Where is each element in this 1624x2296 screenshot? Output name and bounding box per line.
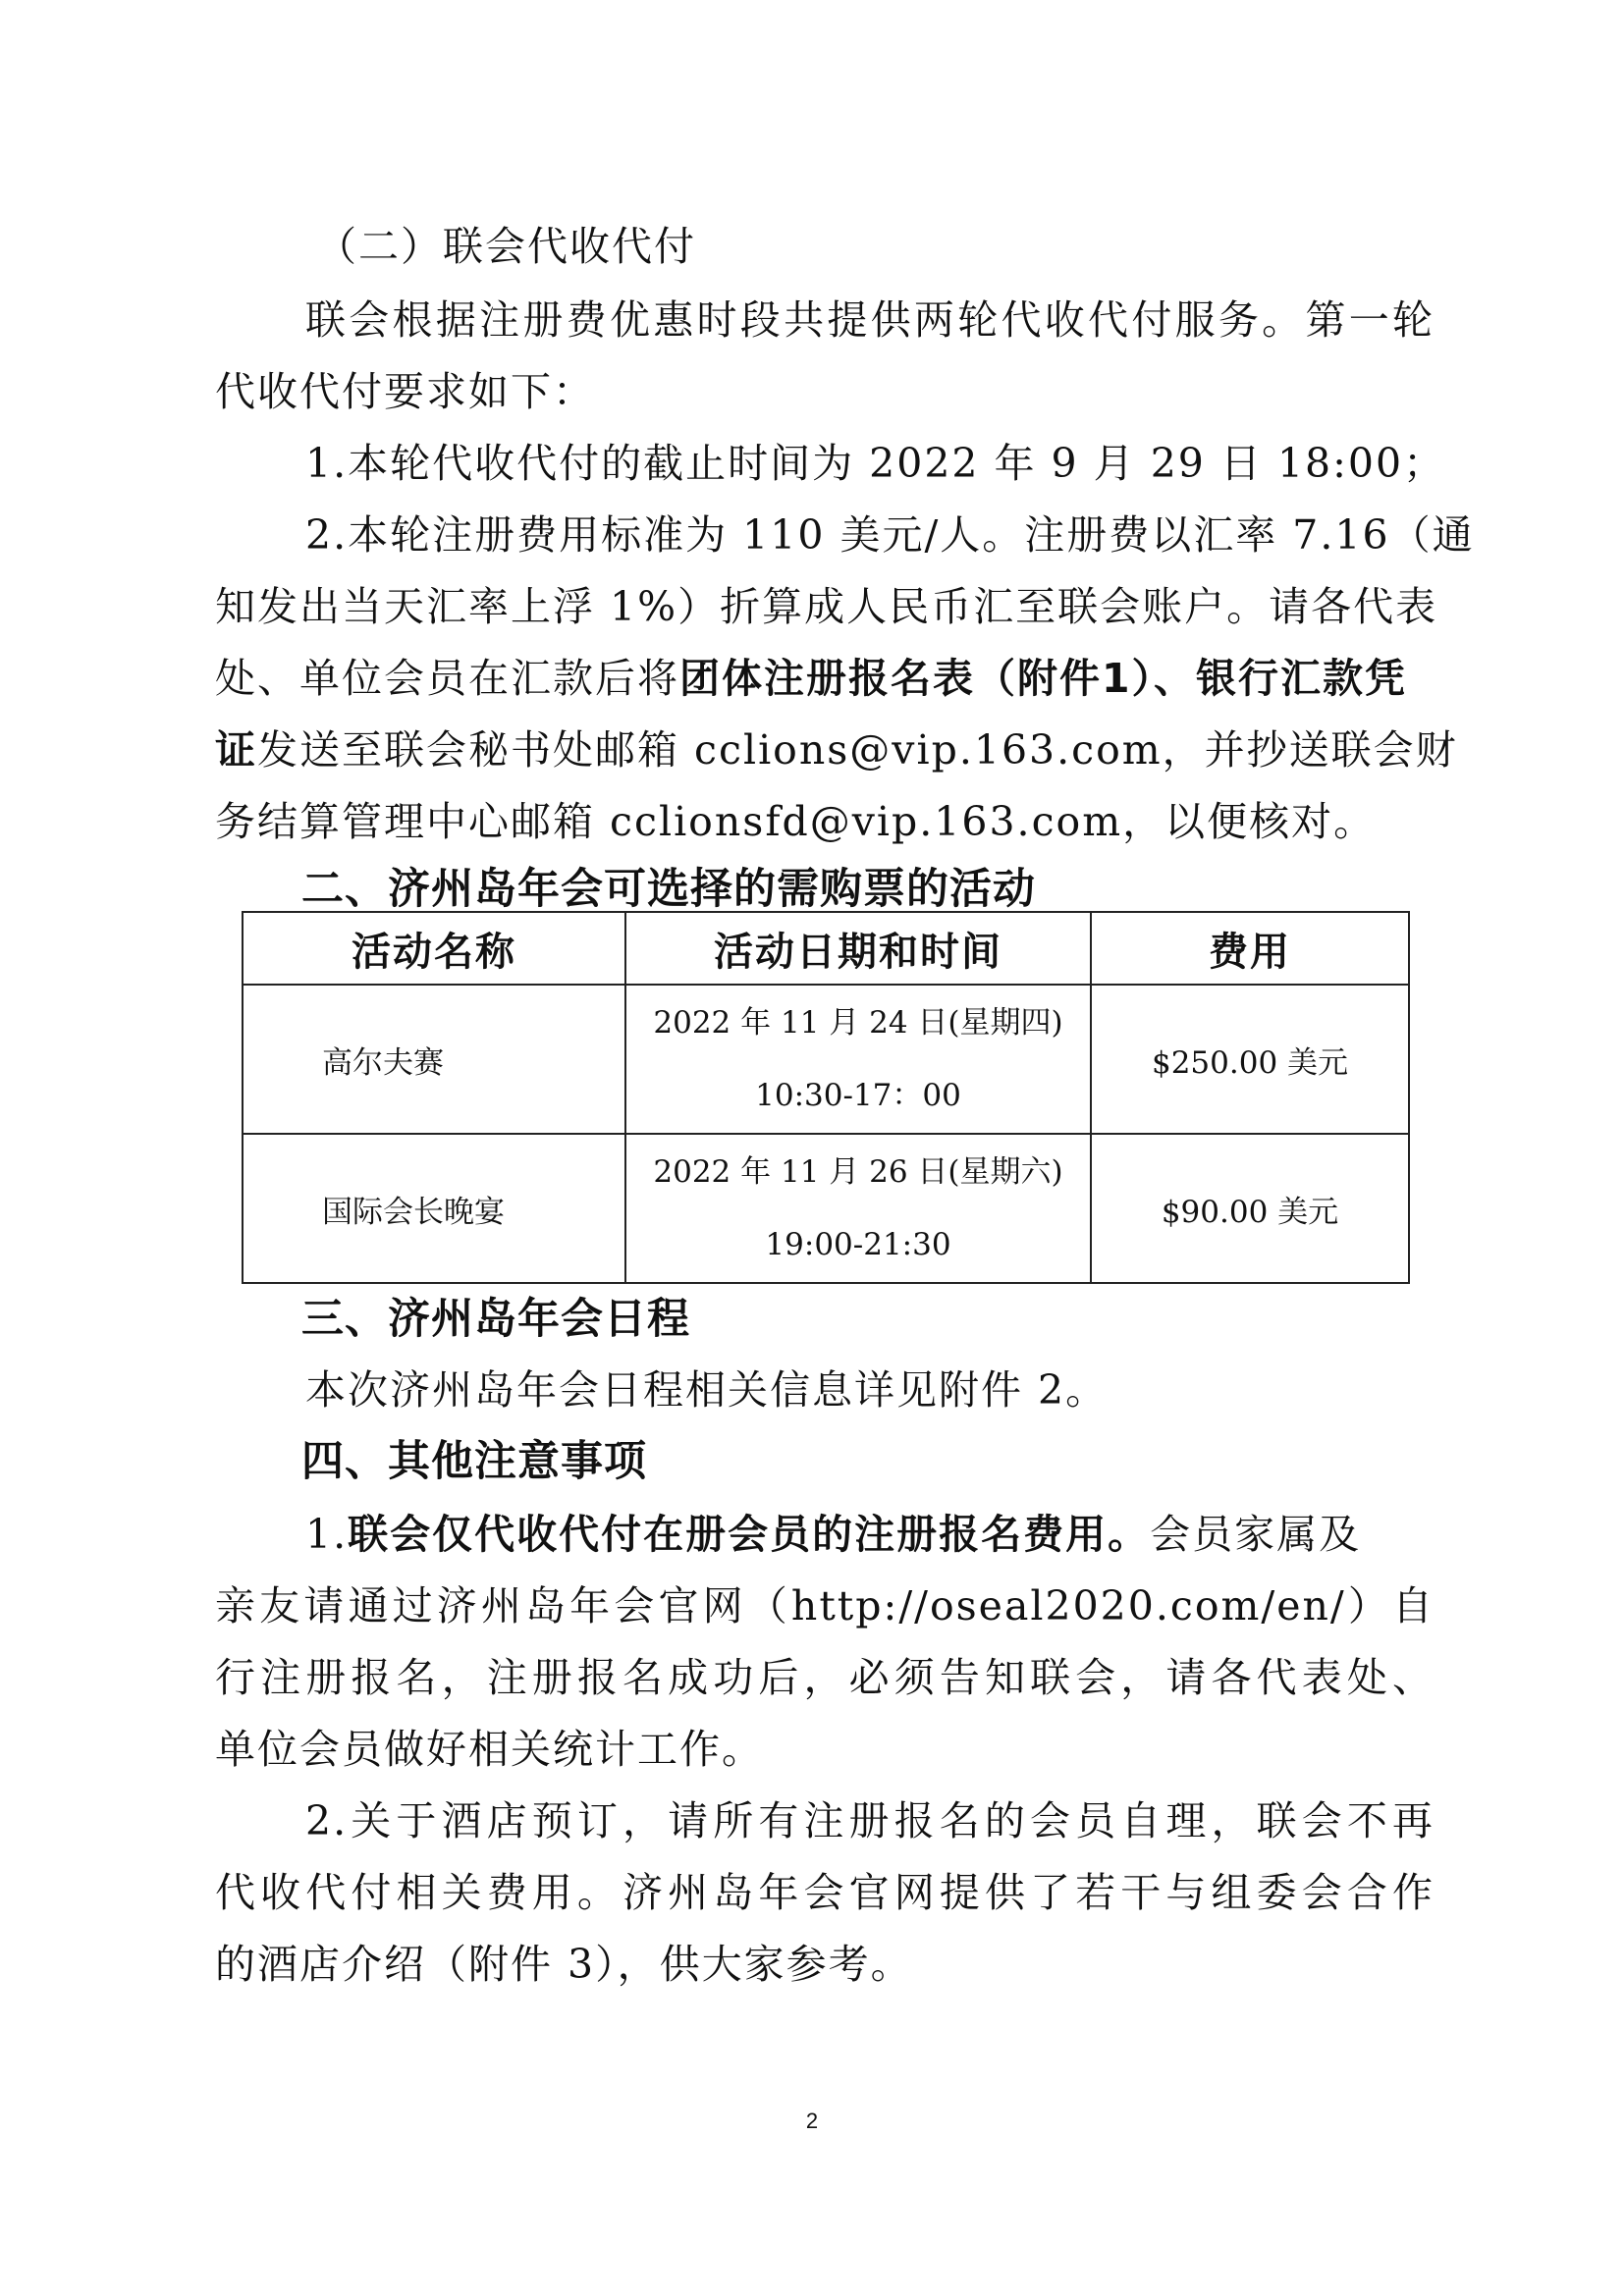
event-fee: $90.00 美元 xyxy=(1091,1134,1409,1283)
item-2-line-2: 知发出当天汇率上浮 1%）折算成人民币汇至联会账户。请各代表 xyxy=(215,583,1438,630)
note-1-line-1-tail: 会员家属及 xyxy=(1150,1511,1362,1558)
item-2-line-4 xyxy=(215,718,1458,775)
paragraph-1-line-1: 联会根据注册费优惠时段共提供两轮代收代付服务。第一轮 xyxy=(305,296,1435,344)
table-row xyxy=(243,1134,1409,1283)
event-time: 10:30-17：00 xyxy=(755,1078,961,1113)
table-row xyxy=(243,985,1409,1134)
heading-section-4: 四、其他注意事项 xyxy=(301,1437,647,1486)
event-date-time xyxy=(625,1134,1091,1283)
item-2-line-4-text: 发送至联会秘书处邮箱 cclions@vip.163.com，并抄送联会财 xyxy=(257,726,1458,774)
events-table xyxy=(242,911,1410,1284)
header-event-date: 活动日期和时间 xyxy=(625,912,1091,985)
note-1-line-2: 亲友请通过济州岛年会官网（http://oseal2020.com/en/）自 xyxy=(215,1582,1435,1629)
event-fee: $250.00 美元 xyxy=(1091,985,1409,1134)
event-date-time xyxy=(625,985,1091,1134)
note-2-line-2: 代收代付相关费用。济州岛年会官网提供了若干与组委会合作 xyxy=(215,1869,1435,1916)
note-1-emphasis: 联会仅代收代付在册会员的注册报名费用。 xyxy=(348,1511,1151,1558)
header-event-name: 活动名称 xyxy=(243,912,625,985)
voucher-reference: 证 xyxy=(215,726,257,774)
note-2-line-3: 的酒店介绍（附件 3），供大家参考。 xyxy=(215,1941,913,1988)
header-event-fee: 费用 xyxy=(1091,912,1409,985)
registration-form-reference: 团体注册报名表（附件1）、银行汇款凭 xyxy=(679,655,1408,702)
note-1-line-3: 行注册报名，注册报名成功后，必须告知联会，请各代表处、 xyxy=(215,1654,1435,1701)
heading-section-3: 三、济州岛年会日程 xyxy=(301,1295,690,1344)
page-number: 2 xyxy=(805,2109,819,2133)
note-2-line-1: 2.关于酒店预订，请所有注册报名的会员自理，联会不再 xyxy=(305,1797,1435,1844)
note-1-number: 1. xyxy=(305,1511,349,1558)
event-name: 国际会长晚宴 xyxy=(243,1134,625,1283)
item-2-line-5: 务结算管理中心邮箱 cclionsfd@vip.163.com，以便核对。 xyxy=(215,798,1377,845)
table-header-row xyxy=(243,912,1409,985)
paragraph-1-line-2: 代收代付要求如下： xyxy=(215,368,595,415)
item-2-line-1: 2.本轮注册费用标准为 110 美元/人。注册费以汇率 7.16（通 xyxy=(305,511,1475,559)
note-1-line-1 xyxy=(305,1502,1361,1560)
note-1-line-4: 单位会员做好相关统计工作。 xyxy=(215,1726,764,1773)
paragraph-3: 本次济州岛年会日程相关信息详见附件 2。 xyxy=(305,1366,1109,1414)
item-1: 1.本轮代收代付的截止时间为 2022 年 9 月 29 日 18:00； xyxy=(305,440,1446,487)
item-2-line-3-text: 处、单位会员在汇款后将 xyxy=(215,655,679,702)
event-date: 2022 年 11 月 24 日(星期四) xyxy=(653,1005,1063,1041)
event-name: 高尔夫赛 xyxy=(243,985,625,1134)
event-date: 2022 年 11 月 26 日(星期六) xyxy=(653,1154,1063,1190)
section-subheading: （二）联会代收代付 xyxy=(316,223,696,270)
item-2-line-3 xyxy=(215,646,1407,704)
heading-section-2: 二、济州岛年会可选择的需购票的活动 xyxy=(301,865,1036,914)
event-time: 19:00-21:30 xyxy=(765,1227,951,1262)
